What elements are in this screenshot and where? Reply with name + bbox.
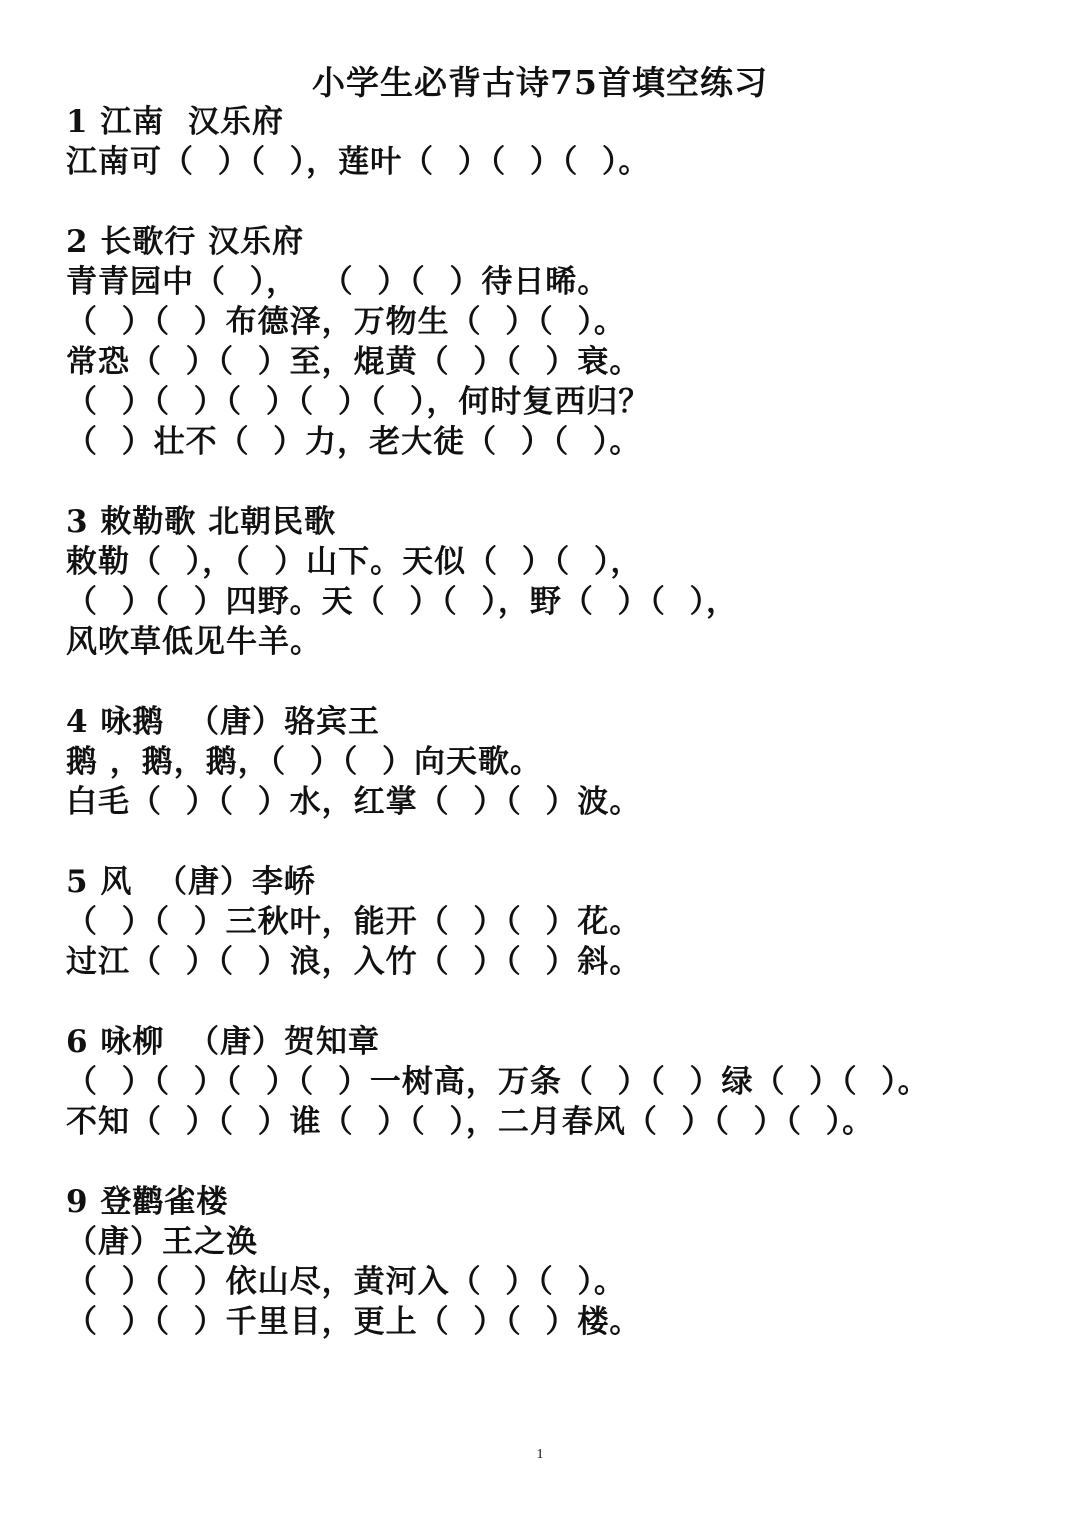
poem-block (66, 502, 1056, 662)
poem-heading: 5 风 （唐）李峤 (66, 864, 316, 900)
poem-line: 过江（ ）（ ）浪，入竹（ ）（ ）斜。 (66, 944, 642, 980)
poem-line: 鹅 ，鹅，鹅，（ ）（ ）向天歌。 (66, 744, 542, 780)
poem-line: （ ）（ ）千里目，更上（ ）（ ）楼。 (66, 1304, 642, 1340)
poem-line: （ ）（ ）布德泽，万物生（ ）（ ）。 (66, 304, 626, 340)
poem-line: （ ）（ ）（ ）（ ）一树高，万条（ ）（ ）绿（ ）（ ）。 (66, 1064, 930, 1100)
poem-block (66, 222, 1056, 462)
poem-line: （ ）（ ）四野。天（ ）（ ），野（ ）（ ）， (66, 584, 739, 620)
poem-heading: 9 登鹳雀楼 (66, 1184, 229, 1220)
poem-line: 青青园中（ ）， （ ）（ ）待日晞。 (66, 264, 610, 300)
poem-block (66, 702, 1056, 822)
poem-block (66, 1182, 1056, 1342)
poem-block (66, 1022, 1056, 1142)
poem-author-line: （唐）王之涣 (66, 1224, 258, 1260)
poem-heading: 1 江南 汉乐府 (66, 104, 284, 140)
poem-line: （ ）（ ）依山尽，黄河入（ ）（ ）。 (66, 1264, 626, 1300)
poem-line: 敕勒（ ），（ ）山下。天似（ ）（ ）， (66, 544, 643, 580)
page-title: 小学生必背古诗75首填空练习 (312, 63, 768, 102)
worksheet-body (66, 102, 1056, 1342)
poem-heading: 4 咏鹅 （唐）骆宾王 (66, 704, 380, 740)
poem-heading: 2 长歌行 汉乐府 (66, 224, 305, 260)
poem-line: 常恐（ ）（ ）至，焜黄（ ）（ ）衰。 (66, 344, 642, 380)
poem-line: （ ）壮不（ ）力，老大徒（ ）（ ）。 (66, 424, 642, 460)
poem-heading: 3 敕勒歌 北朝民歌 (66, 504, 337, 540)
page-number: 1 (536, 1447, 544, 1462)
poem-line: （ ）（ ）三秋叶，能开（ ）（ ）花。 (66, 904, 642, 940)
poem-line: 不知（ ）（ ）谁（ ）（ ），二月春风（ ）（ ）（ ）。 (66, 1104, 875, 1140)
poem-line: 江南可（ ）（ ），莲叶（ ）（ ）（ ）。 (66, 144, 651, 180)
poem-block (66, 102, 1056, 182)
poem-heading: 6 咏柳 （唐）贺知章 (66, 1024, 380, 1060)
poem-block (66, 862, 1056, 982)
poem-line: （ ）（ ）（ ）（ ）（ ），何时复西归？ (66, 384, 651, 420)
poem-line: 风吹草低见牛羊。 (66, 624, 322, 660)
poem-line: 白毛（ ）（ ）水，红掌（ ）（ ）波。 (66, 784, 642, 820)
